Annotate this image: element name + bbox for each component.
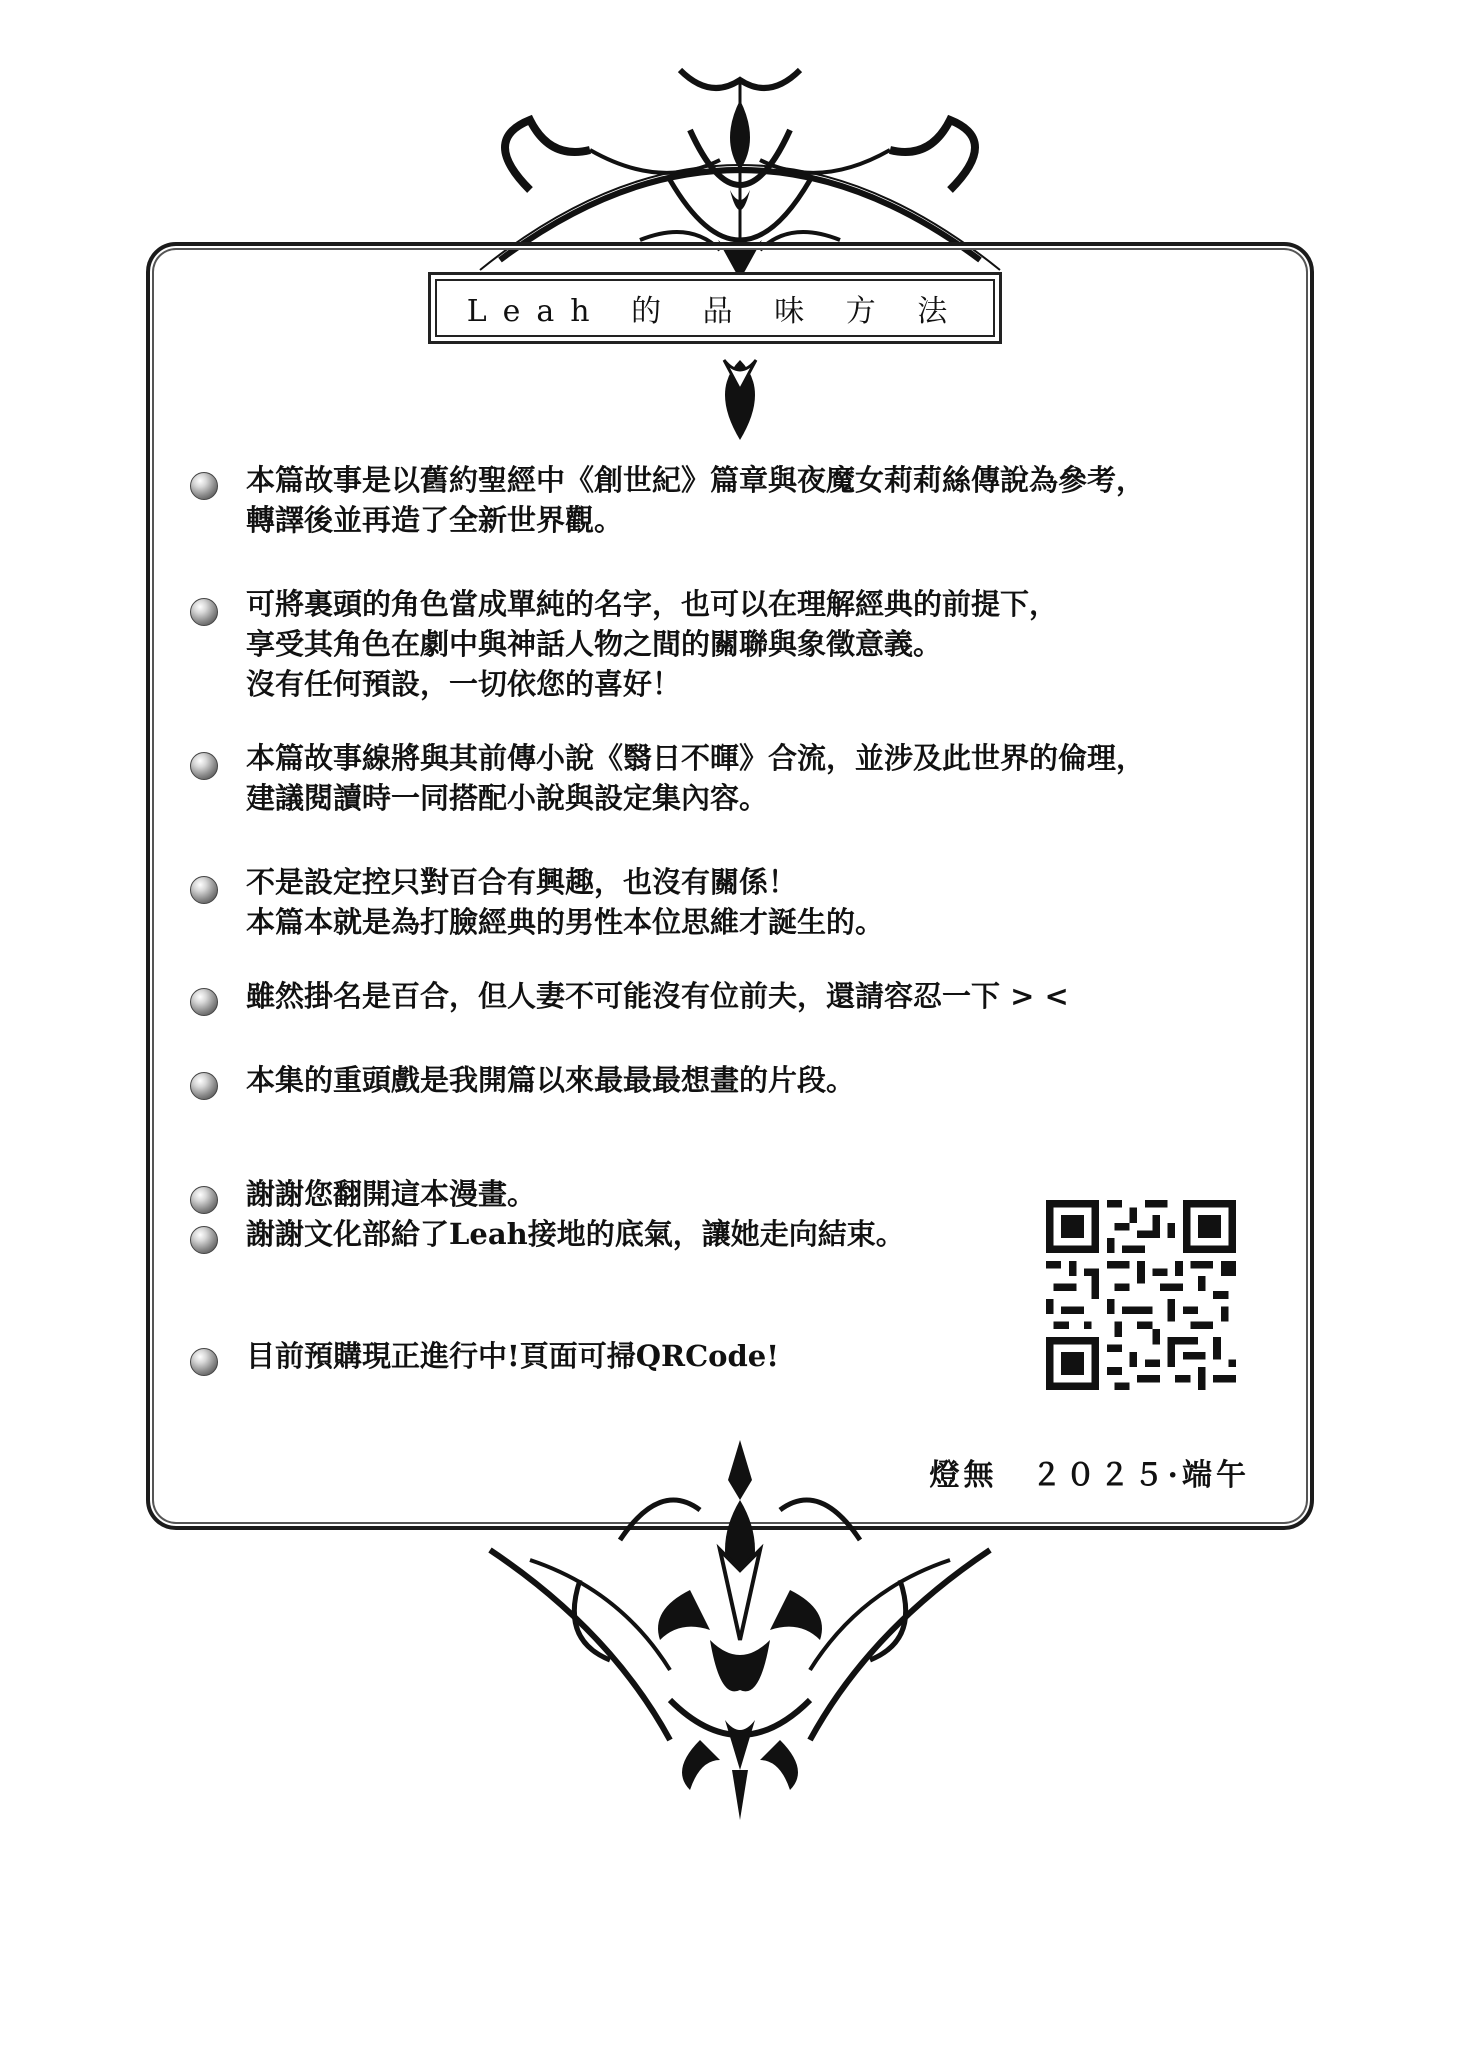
paragraph-line: 目前預購現正進行中!頁面可掃QRCode! [246, 1339, 779, 1373]
bullet-icon [190, 472, 218, 500]
paragraph-6 [246, 1060, 1286, 1100]
qr-code[interactable] [1046, 1200, 1236, 1390]
paragraph-line: 本集的重頭戲是我開篇以來最最最想畫的片段。 [246, 1063, 856, 1097]
paragraph-line: 謝謝您翻開這本漫畫。 [246, 1177, 537, 1211]
paragraph-line: 本篇故事線將與其前傳小說《翳日不暉》合流，並涉及此世界的倫理， [246, 741, 1146, 775]
paragraph-line: 本篇本就是為打臉經典的男性本位思維才誕生的。 [246, 905, 885, 939]
paragraph-line: 本篇故事是以舊約聖經中《創世紀》篇章與夜魔女莉莉絲傳說為參考， [246, 463, 1146, 497]
paragraph-2 [246, 584, 1286, 704]
paragraph-line: 沒有任何預設，一切依您的喜好！ [246, 667, 682, 701]
title-box [428, 272, 1002, 344]
paragraph-line: 謝謝文化部給了Leah接地的底氣，讓她走向結束。 [246, 1217, 905, 1251]
paragraph-5 [246, 976, 1286, 1016]
bullet-icon [190, 988, 218, 1016]
page-title: Leah 的 品 味 方 法 [466, 294, 964, 329]
bullet-icon [190, 1348, 218, 1376]
paragraph-line: 可將裏頭的角色當成單純的名字，也可以在理解經典的前提下， [246, 587, 1059, 621]
paragraph-1 [246, 460, 1286, 540]
paragraph-line: 雖然掛名是百合，但人妻不可能沒有位前夫，還請容忍一下 > < [246, 979, 1069, 1013]
paragraph-line: 享受其角色在劇中與神話人物之間的關聯與象徵意義。 [246, 627, 943, 661]
paragraph-line: 不是設定控只對百合有興趣，也沒有關係！ [246, 865, 798, 899]
bullet-icon [190, 1226, 218, 1254]
bullet-icon [190, 752, 218, 780]
bottom-ornament [470, 1440, 1010, 1840]
paragraph-3 [246, 738, 1286, 818]
paragraph-4 [246, 862, 1286, 942]
paragraph-line: 轉譯後並再造了全新世界觀。 [246, 503, 624, 537]
bullet-icon [190, 1072, 218, 1100]
bullet-icon [190, 876, 218, 904]
signature: 燈無 ２０２５·端午 [929, 1458, 1250, 1493]
bullet-icon [190, 598, 218, 626]
bullet-icon [190, 1186, 218, 1214]
paragraph-line: 建議閱讀時一同搭配小說與設定集內容。 [246, 781, 769, 815]
